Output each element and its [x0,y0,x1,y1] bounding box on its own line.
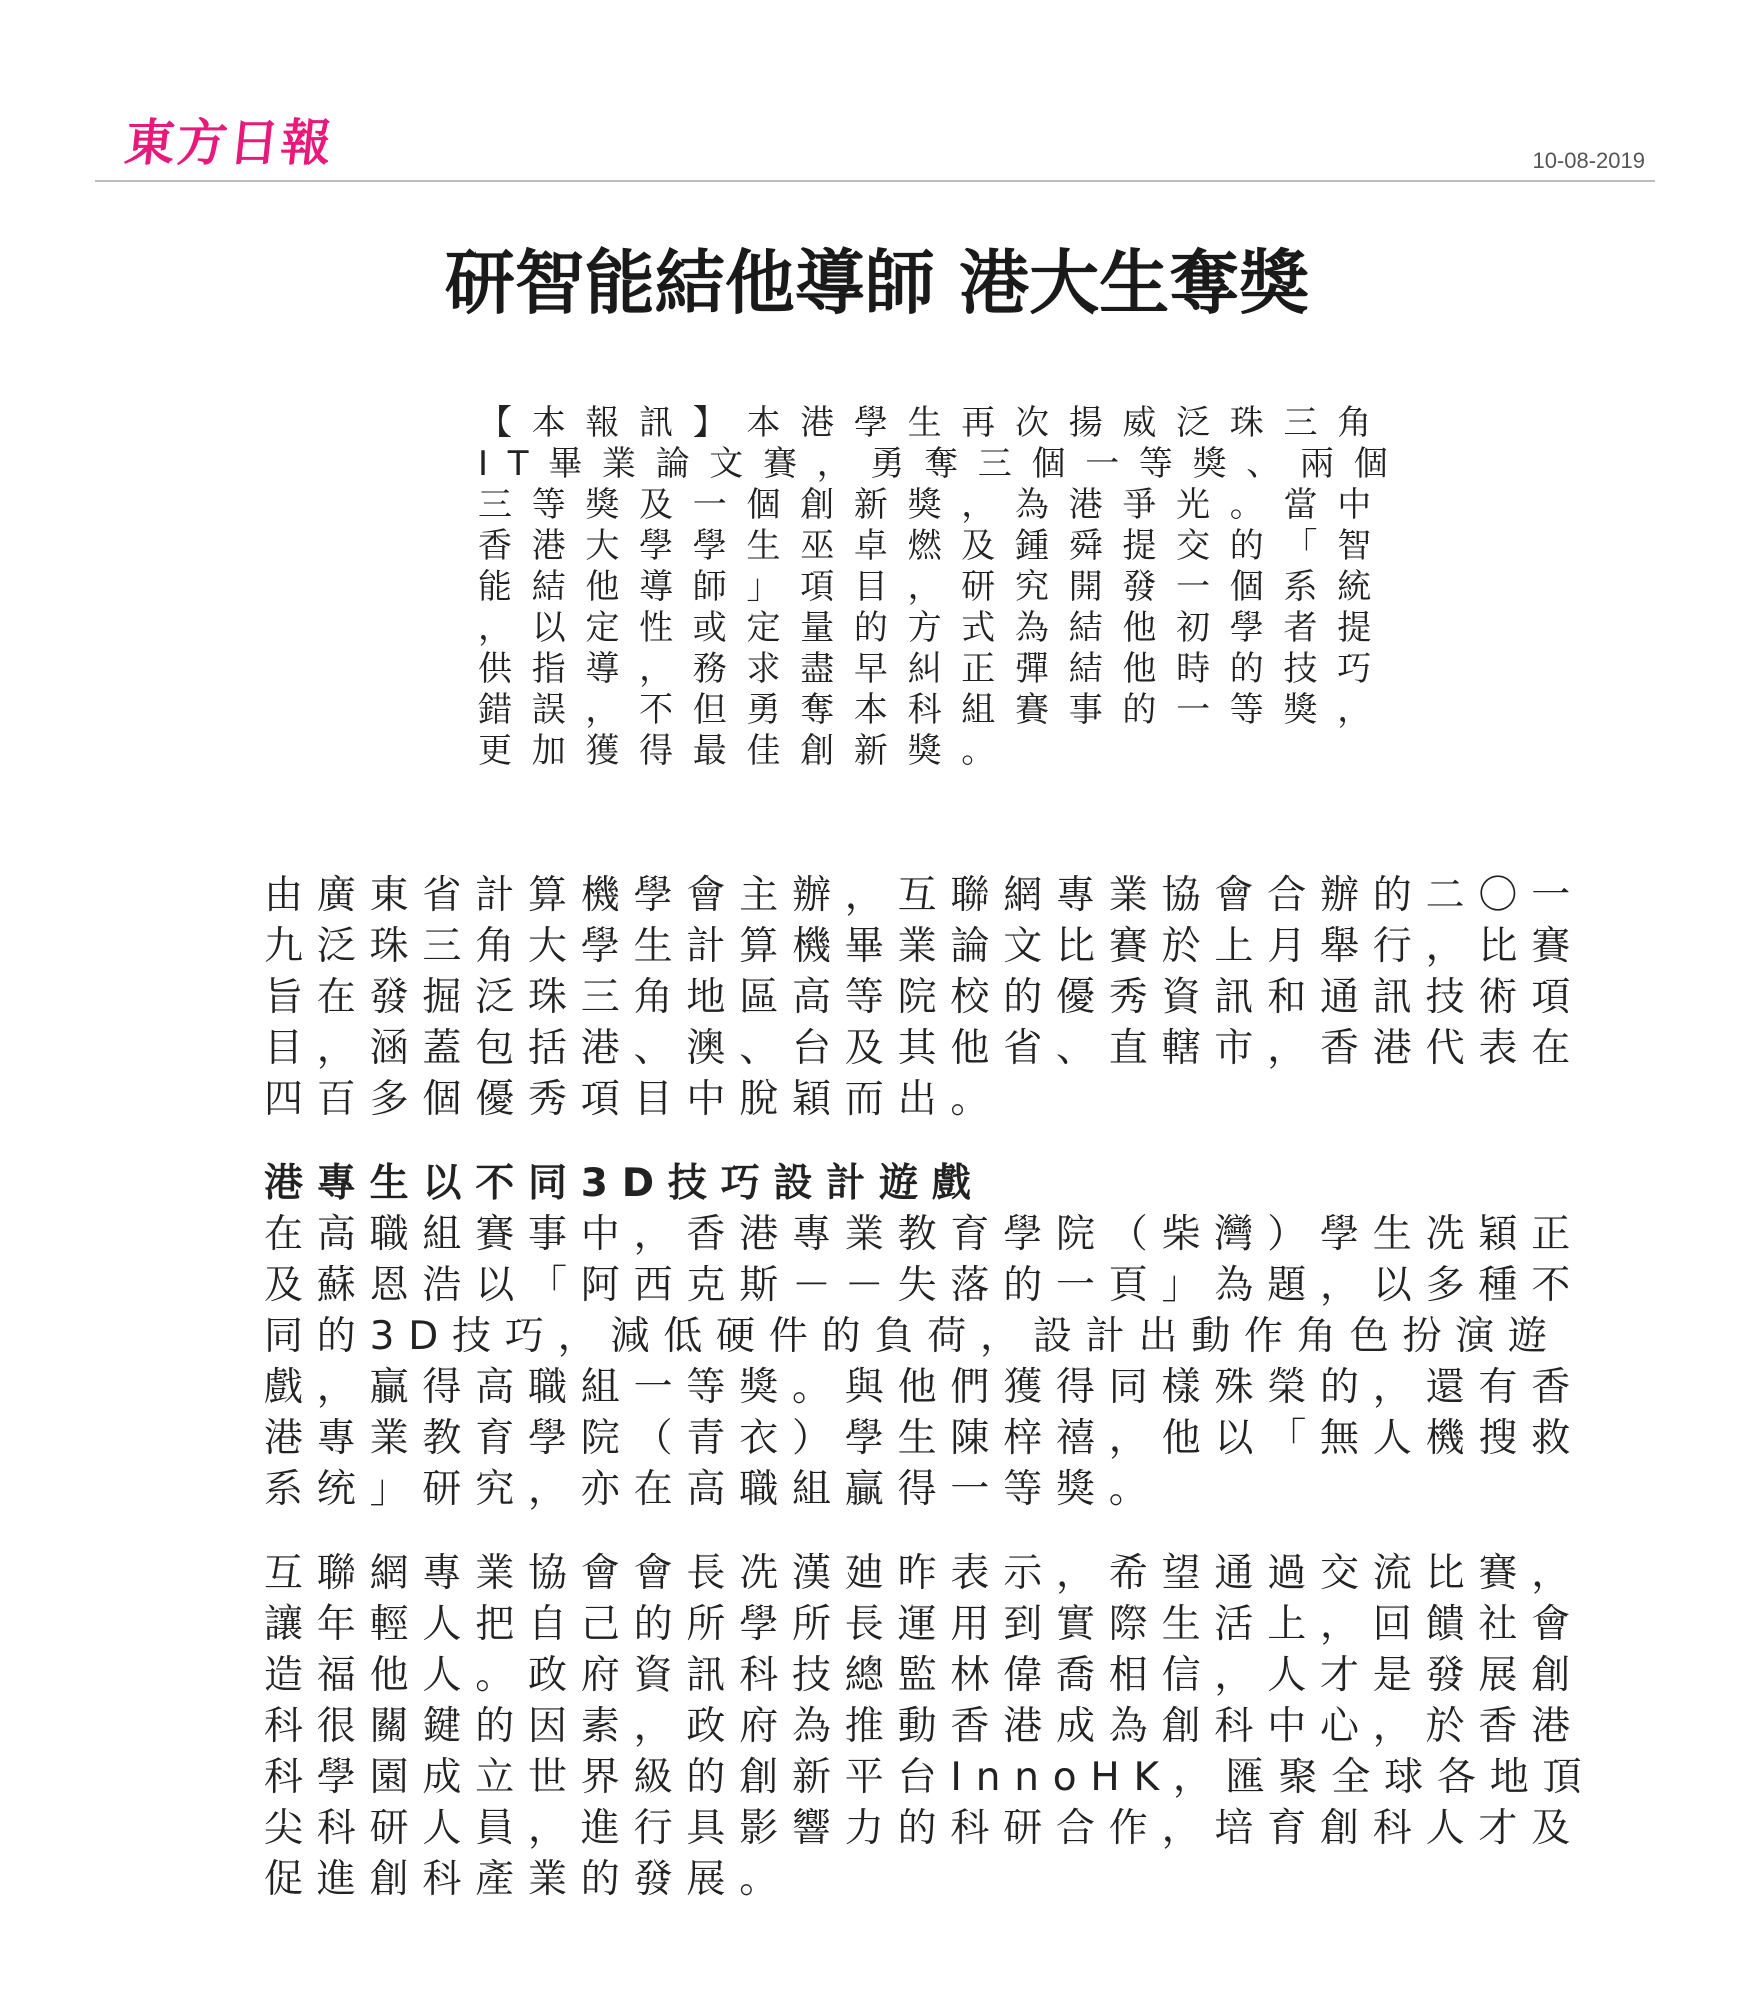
body-line: 科很關鍵的因素，政府為推動香港成為創科中心，於香港 [264,1704,1585,1749]
body-paragraph-1 [264,870,1585,1125]
body-line: 讓年輕人把自己的所學所長運用到實際生活上，回饋社會 [264,1602,1585,1647]
publication-date: 10-08-2019 [1532,148,1645,173]
body-line: 在高職組賽事中，香港專業教育學院（柴灣）學生冼穎正 [264,1212,1585,1257]
body-line: 同的3D技巧，減低硬件的負荷，設計出動作角色扮演遊 [264,1314,1561,1359]
body-line: 及蘇恩浩以「阿西克斯－－失落的一頁」為題，以多種不 [264,1263,1585,1308]
masthead [95,105,1655,182]
body-line: 旨在發掘泛珠三角地區高等院校的優秀資訊和通訊技術項 [264,975,1585,1020]
body-line: 系统」研究，亦在高職組贏得一等獎。 [264,1467,1162,1512]
body-line: 科學園成立世界級的創新平台InnoHK，匯聚全球各地頂 [264,1755,1596,1800]
article-lead [478,403,1408,772]
body-line: 四百多個優秀項目中脫穎而出。 [264,1077,1004,1122]
body-paragraph-2 [264,1209,1585,1515]
body-line: 九泛珠三角大學生計算機畢業論文比賽於上月舉行，比賽 [264,924,1585,969]
lead-line: 錯誤，不但勇奪本科組賽事的一等獎， [478,690,1391,730]
lead-line: 【本報訊】本港學生再次揚威泛珠三角 [478,403,1391,443]
body-line: 促進創科產業的發展。 [264,1857,793,1902]
lead-line: ，以定性或定量的方式為結他初學者提 [478,608,1391,648]
newspaper-logo: 東方日報 [121,113,337,172]
lead-line: 香港大學學生巫卓燃及鍾舜提交的「智 [478,526,1391,566]
body-paragraph-3 [264,1548,1596,1905]
body-line: 造福他人。政府資訊科技總監林偉喬相信，人才是發展創 [264,1653,1585,1698]
lead-line: 三等獎及一個創新獎，為港爭光。當中 [478,485,1391,525]
body-line: 尖科研人員，進行具影響力的科研合作，培育創科人才及 [264,1806,1585,1851]
lead-line: 更加獲得最佳創新獎。 [478,731,1015,771]
section-subheading: 港專生以不同3D技巧設計遊戲 [264,1161,985,1206]
body-line: 由廣東省計算機學會主辦，互聯網專業協會合辦的二〇一 [264,873,1585,918]
article-headline: 研智能結他導師 港大生奪獎 [444,242,1310,324]
body-line: 互聯網專業協會會長冼漢廸昨表示，希望通過交流比賽， [264,1551,1585,1596]
lead-line: 能結他導師」項目，研究開發一個系統 [478,567,1391,607]
body-line: 戲，贏得高職組一等獎。與他們獲得同樣殊榮的，還有香 [264,1365,1585,1410]
lead-line: 供指導，務求盡早糾正彈結他時的技巧 [478,649,1391,689]
body-line: 港專業教育學院（青衣）學生陳梓禧，他以「無人機搜救 [264,1416,1585,1461]
body-line: 目，涵蓋包括港、澳、台及其他省、直轄市，香港代表在 [264,1026,1585,1071]
lead-line: IT畢業論文賽，勇奪三個一等獎、兩個 [478,444,1408,484]
